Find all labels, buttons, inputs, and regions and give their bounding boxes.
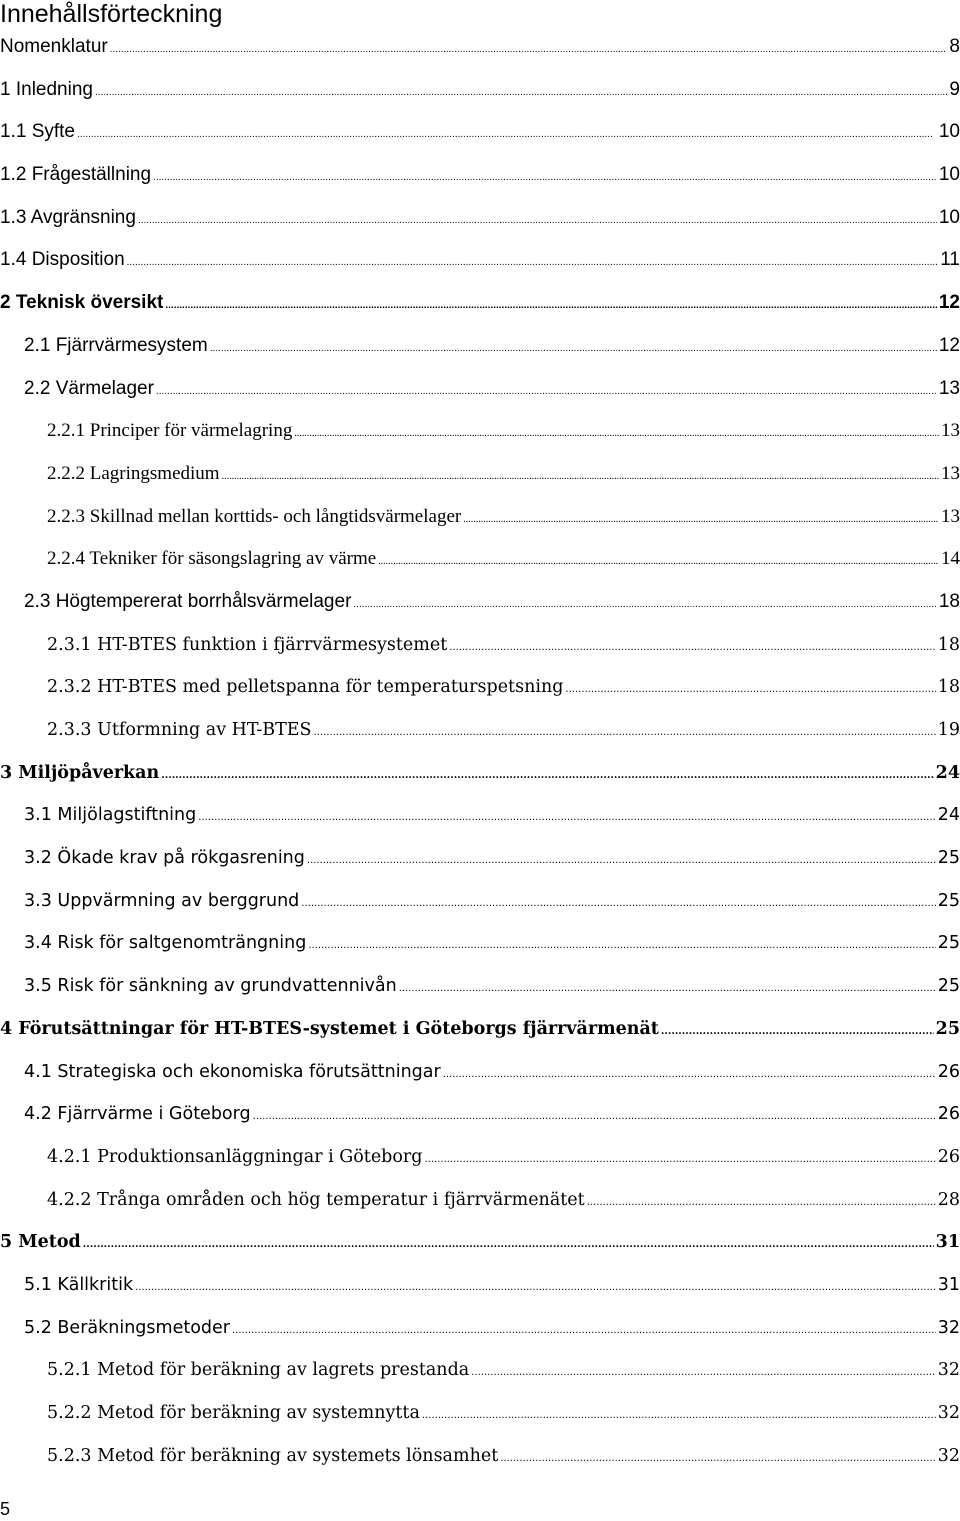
toc-entry-number: 5.1 — [24, 1274, 52, 1295]
toc-entry-page: 28 — [937, 1189, 960, 1210]
toc-entry[interactable] — [0, 453, 960, 496]
toc-entry-label: Metod — [18, 1232, 81, 1253]
toc-dot-leader — [314, 712, 936, 755]
toc-entry-page: 10 — [938, 121, 960, 143]
toc-entry-page: 18 — [938, 590, 960, 612]
toc-entry-page: 26 — [937, 1061, 960, 1082]
toc-entry-label: HT-BTES funktion i fjärrvärmesystemet — [97, 634, 448, 655]
toc-entry[interactable] — [0, 1179, 960, 1222]
toc-entry-number: 1 — [0, 78, 11, 100]
toc-entry-page: 13 — [938, 377, 960, 399]
toc-dot-leader — [661, 1011, 934, 1054]
toc-entry-page: 31 — [935, 1232, 960, 1253]
toc-entry-number: 3.2 — [24, 848, 52, 869]
toc-entry-page: 25 — [937, 890, 960, 911]
toc-entry-label: Inledning — [15, 78, 93, 100]
toc-entry-page: 13 — [941, 462, 960, 484]
table-of-contents — [0, 26, 960, 1477]
toc-entry-label: Principer för värmelagring — [89, 420, 293, 442]
toc-entry-number: 5.2.2 — [47, 1403, 92, 1423]
toc-dot-leader — [77, 114, 937, 157]
toc-entry-number: 5 — [0, 1232, 13, 1253]
toc-dot-leader — [165, 285, 936, 328]
toc-dot-leader — [378, 541, 939, 584]
toc-entry[interactable] — [0, 752, 960, 795]
toc-dot-leader — [232, 1310, 936, 1353]
toc-entry-label: Ökade krav på rökgasrening — [57, 848, 305, 869]
toc-entry-number: 2.2.3 — [47, 505, 85, 527]
toc-dot-leader — [110, 29, 948, 72]
toc-entry-page: 25 — [937, 976, 960, 997]
toc-entry-title — [47, 496, 463, 539]
toc-entry-number: 5.2.3 — [47, 1445, 92, 1466]
toc-entry-title — [47, 1179, 587, 1222]
toc-entry-label: Strategiska och ekonomiska förutsättningar — [57, 1061, 441, 1082]
toc-entry-label: Utformning av HT-BTES — [97, 720, 312, 740]
toc-entry-title — [47, 709, 314, 752]
toc-entry-number: 1.2 — [0, 164, 27, 186]
toc-dot-leader — [425, 1139, 936, 1182]
toc-entry[interactable] — [0, 666, 960, 709]
toc-dot-leader — [449, 627, 935, 670]
toc-entry-title — [0, 111, 77, 154]
toc-entry[interactable] — [0, 111, 960, 154]
toc-entry-number: 5.2 — [24, 1317, 52, 1338]
toc-entry[interactable] — [0, 538, 960, 581]
toc-dot-leader — [198, 797, 936, 840]
toc-dot-leader — [127, 242, 939, 285]
toc-entry[interactable] — [0, 496, 960, 539]
toc-entry-title — [47, 538, 378, 581]
toc-entry[interactable] — [0, 1051, 960, 1094]
toc-dot-leader — [500, 1438, 935, 1481]
toc-dot-leader — [422, 1395, 936, 1438]
toc-entry-title — [47, 1435, 500, 1478]
toc-entry-title — [0, 282, 165, 325]
toc-entry-page: 10 — [938, 206, 960, 228]
toc-entry-number: 2.3.2 — [47, 677, 92, 698]
toc-entry-page: 25 — [935, 1018, 960, 1039]
toc-dot-leader — [135, 1267, 936, 1310]
toc-dot-leader — [253, 1096, 936, 1139]
toc-dot-leader — [443, 1054, 936, 1097]
toc-entry-page: 18 — [937, 634, 960, 655]
toc-entry-page: 32 — [937, 1403, 960, 1423]
toc-entry-page: 25 — [937, 848, 960, 869]
toc-dot-leader — [463, 499, 939, 542]
toc-entry-title — [0, 1008, 661, 1051]
toc-dot-leader — [222, 456, 939, 499]
toc-entry-page: 13 — [941, 505, 960, 527]
toc-entry-title — [0, 1221, 83, 1264]
toc-entry-page: 18 — [937, 677, 960, 698]
toc-entry-number: 2.2 — [24, 377, 51, 399]
toc-entry-label: Metod för beräkning av systemets lönsamhet — [97, 1445, 499, 1466]
toc-entry-label: Fjärrvärmesystem — [55, 334, 208, 356]
toc-entry-number: 1.3 — [0, 206, 27, 228]
toc-entry-label: Värmelager — [55, 377, 154, 399]
toc-dot-leader — [156, 371, 937, 414]
toc-dot-leader — [307, 840, 936, 883]
toc-entry-number: 2.3.1 — [47, 634, 92, 655]
toc-entry[interactable] — [0, 1264, 960, 1307]
toc-entry[interactable] — [0, 837, 960, 880]
toc-entry-label: Tekniker för säsongslagring av värme — [89, 548, 377, 570]
toc-entry-label: Frågeställning — [31, 164, 152, 186]
toc-dot-leader — [353, 584, 936, 627]
toc-entry-label: Teknisk översikt — [15, 292, 164, 314]
toc-entry-title — [0, 154, 153, 197]
toc-dot-leader — [308, 925, 935, 968]
toc-entry-label: Trånga områden och hög temperatur i fjärrvärmenätet — [97, 1189, 585, 1210]
toc-entry-page: 14 — [941, 548, 960, 570]
toc-entry[interactable] — [0, 1349, 960, 1392]
toc-entry-number: 4.2.1 — [47, 1146, 92, 1167]
toc-entry-page: 26 — [937, 1104, 960, 1125]
toc-entry-page: 10 — [938, 164, 960, 186]
toc-entry[interactable] — [0, 1307, 960, 1350]
toc-entry-page: 19 — [937, 720, 960, 740]
toc-entry[interactable] — [0, 368, 960, 411]
toc-dot-leader — [161, 755, 933, 798]
toc-entry[interactable] — [0, 154, 960, 197]
toc-entry-number: 3.3 — [24, 890, 52, 911]
toc-entry[interactable] — [0, 624, 960, 667]
toc-entry-number: 4 — [0, 1018, 13, 1039]
toc-entry-number: 2 — [0, 292, 11, 314]
toc-dot-leader — [565, 669, 935, 712]
toc-entry[interactable] — [0, 1136, 960, 1179]
toc-entry-number: 2.2.2 — [47, 462, 85, 484]
toc-entry-number: 3.4 — [24, 933, 52, 954]
toc-entry-title — [24, 1264, 135, 1307]
toc-entry-title — [24, 325, 210, 368]
toc-entry-label: Miljölagstiftning — [57, 805, 197, 826]
toc-entry-number: 2.1 — [24, 334, 51, 356]
page-number: 5 — [0, 1499, 11, 1519]
toc-entry-title — [0, 69, 95, 112]
toc-entry-number: 2.2.1 — [47, 420, 85, 442]
toc-entry-title — [0, 239, 127, 282]
toc-entry[interactable] — [0, 880, 960, 923]
toc-entry-title — [24, 922, 308, 965]
toc-dot-leader — [471, 1352, 936, 1395]
toc-entry-page: 32 — [937, 1317, 960, 1338]
toc-entry-number: 3.5 — [24, 976, 52, 997]
toc-entry-number: 3.1 — [24, 805, 52, 826]
toc-entry-title — [0, 26, 110, 69]
toc-entry-title — [47, 1349, 471, 1392]
toc-entry[interactable] — [0, 1435, 960, 1478]
toc-entry-title — [24, 581, 353, 624]
toc-entry-page: 13 — [941, 420, 960, 442]
toc-entry-label: Fjärrvärme i Göteborg — [57, 1104, 251, 1125]
toc-entry-title — [47, 624, 449, 667]
toc-entry-number: 5.2.1 — [47, 1360, 92, 1381]
toc-entry-page: 11 — [940, 249, 960, 271]
toc-entry[interactable] — [0, 197, 960, 240]
toc-entry-number: 2.3.3 — [47, 720, 92, 740]
toc-entry-label: Produktionsanläggningar i Göteborg — [97, 1146, 423, 1167]
toc-entry-page: 26 — [937, 1146, 960, 1167]
toc-entry-title — [24, 368, 156, 411]
toc-entry-title — [47, 666, 565, 709]
toc-entry-number: 4.2.2 — [47, 1189, 92, 1210]
toc-entry-page: 9 — [949, 78, 960, 100]
toc-entry-title — [24, 965, 399, 1008]
toc-entry-title — [24, 1093, 253, 1136]
toc-dot-leader — [587, 1182, 936, 1225]
toc-entry-page: 32 — [937, 1360, 960, 1381]
toc-entry-page: 24 — [935, 762, 960, 783]
toc-entry[interactable] — [0, 1221, 960, 1264]
toc-entry-label: Högtempererat borrhålsvärmelager — [55, 590, 352, 612]
toc-entry[interactable] — [0, 325, 960, 368]
toc-dot-leader — [153, 157, 937, 200]
toc-entry-page: 12 — [938, 334, 960, 356]
toc-entry-label: Källkritik — [57, 1274, 134, 1295]
toc-entry-number: 1.1 — [0, 121, 27, 143]
toc-entry-title — [47, 1136, 425, 1179]
toc-entry[interactable] — [0, 1093, 960, 1136]
toc-entry-label: Beräkningsmetoder — [57, 1317, 230, 1338]
toc-entry-number: 2.3 — [24, 590, 51, 612]
toc-entry-label: Lagringsmedium — [89, 462, 220, 484]
toc-entry-label: Avgränsning — [30, 206, 136, 228]
toc-entry[interactable] — [0, 965, 960, 1008]
toc-entry-label: Uppvärmning av berggrund — [57, 890, 300, 911]
toc-entry[interactable] — [0, 581, 960, 624]
toc-entry-label: Miljöpåverkan — [18, 762, 160, 783]
toc-entry-title — [0, 197, 138, 240]
toc-entry-label: Nomenklatur — [0, 36, 108, 57]
toc-entry-page: 31 — [937, 1274, 960, 1295]
toc-entry[interactable] — [0, 26, 960, 69]
toc-entry[interactable] — [0, 794, 960, 837]
toc-entry-title — [24, 1307, 232, 1350]
toc-entry-number: 4.2 — [24, 1104, 52, 1125]
toc-entry[interactable] — [0, 1008, 960, 1051]
toc-entry-title — [47, 1392, 422, 1435]
toc-entry-title — [0, 752, 161, 795]
toc-entry-label: HT-BTES med pelletspanna för temperaturspetsning — [97, 677, 564, 698]
toc-entry-label: Disposition — [31, 249, 125, 271]
toc-entry-title — [47, 410, 294, 453]
toc-entry-page: 8 — [949, 36, 960, 57]
toc-entry-number: 2.2.4 — [47, 548, 85, 570]
toc-entry-label: Förutsättningar för HT-BTES-systemet i Göteborgs fjärrvärmenät — [18, 1018, 659, 1039]
toc-entry[interactable] — [0, 709, 960, 752]
toc-entry[interactable] — [0, 69, 960, 112]
toc-dot-leader — [399, 968, 936, 1011]
toc-entry[interactable] — [0, 239, 960, 282]
toc-dot-leader — [210, 328, 937, 371]
toc-entry-label: Risk för saltgenomträngning — [57, 933, 307, 954]
toc-entry-number: 1.4 — [0, 249, 27, 271]
toc-entry-label: Metod för beräkning av lagrets prestanda — [97, 1360, 470, 1381]
toc-entry[interactable] — [0, 922, 960, 965]
toc-entry[interactable] — [0, 1392, 960, 1435]
toc-entry-title — [24, 880, 301, 923]
toc-entry-page: 12 — [938, 292, 960, 314]
toc-entry-label: Metod för beräkning av systemnytta — [97, 1403, 420, 1423]
toc-entry-title — [24, 837, 307, 880]
toc-entry[interactable] — [0, 410, 960, 453]
toc-dot-leader — [294, 413, 939, 456]
toc-entry[interactable] — [0, 282, 960, 325]
toc-entry-label: Risk för sänkning av grundvattennivån — [57, 976, 397, 997]
toc-heading: Innehållsförteckning — [0, 0, 223, 28]
toc-dot-leader — [95, 72, 947, 115]
toc-entry-label: Syfte — [31, 121, 76, 143]
toc-entry-title — [24, 794, 198, 837]
toc-entry-page: 32 — [937, 1445, 960, 1466]
toc-entry-number: 4.1 — [24, 1061, 52, 1082]
toc-entry-label: Skillnad mellan korttids- och långtidsvärmelager — [89, 505, 462, 527]
toc-dot-leader — [301, 883, 935, 926]
toc-entry-number: 3 — [0, 762, 13, 783]
toc-dot-leader — [138, 200, 937, 243]
toc-entry-title — [47, 453, 222, 496]
toc-entry-page: 25 — [937, 933, 960, 954]
toc-entry-title — [24, 1051, 443, 1094]
toc-entry-page: 24 — [937, 805, 960, 826]
toc-dot-leader — [83, 1224, 934, 1267]
